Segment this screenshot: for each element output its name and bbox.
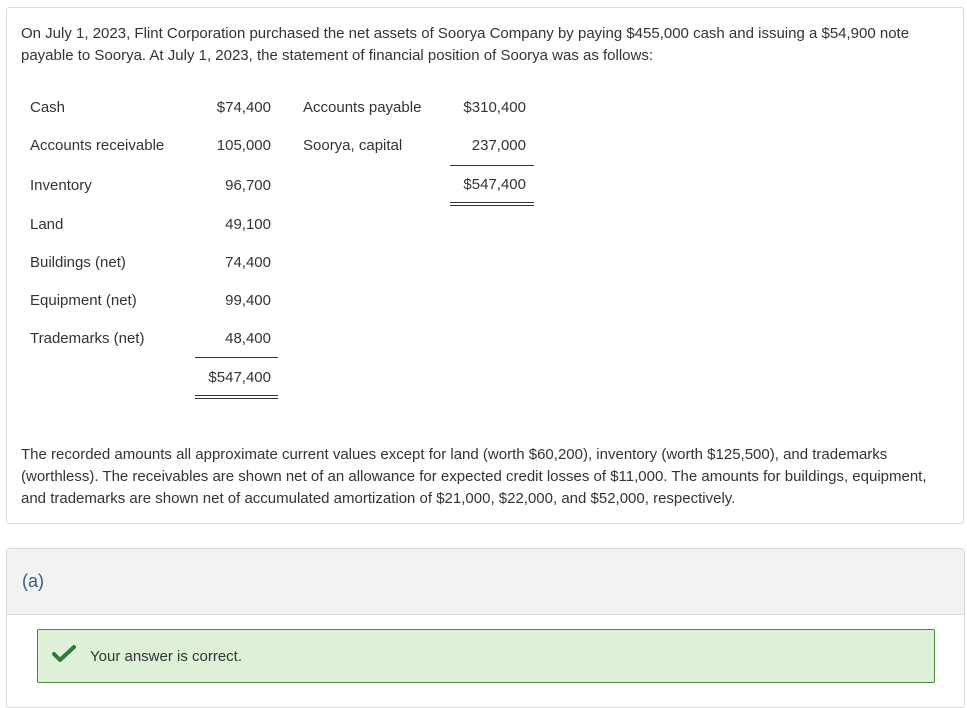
equity-value-soorya-capital: 237,000 bbox=[471, 137, 526, 154]
asset-label-buildings: Buildings (net) bbox=[30, 254, 126, 271]
part-a-card bbox=[6, 548, 965, 708]
asset-label-trademarks: Trademarks (net) bbox=[30, 330, 145, 347]
asset-value-equipment: 99,400 bbox=[225, 292, 271, 309]
liabilities-double-rule-bottom bbox=[450, 205, 534, 206]
assets-subtotal-rule bbox=[195, 357, 278, 358]
asset-value-land: 49,100 bbox=[225, 216, 271, 233]
asset-value-trademarks: 48,400 bbox=[225, 330, 271, 347]
asset-value-cash: $74,400 bbox=[216, 99, 271, 116]
problem-notes-text: The recorded amounts all approximate current values except for land (worth $60,200), inventory (worth $125,500), and trademarks (worthless). The receivables are shown net of an allowance for expected credit losses of $11,000. The amounts for buildings, equipment, and trademarks are shown net of accumulated amortization of $21,000, $22,000, and $52,000, respectively. bbox=[21, 446, 927, 507]
liabilities-equity-total: $547,400 bbox=[463, 176, 526, 193]
asset-label-equipment: Equipment (net) bbox=[30, 292, 137, 309]
asset-value-accounts-receivable: 105,000 bbox=[216, 137, 271, 154]
correct-feedback-banner bbox=[37, 629, 935, 683]
asset-label-cash: Cash bbox=[30, 99, 66, 116]
asset-label-accounts-receivable: Accounts receivable bbox=[30, 137, 165, 154]
assets-double-rule-bottom bbox=[195, 398, 278, 399]
liability-label-accounts-payable: Accounts payable bbox=[303, 99, 422, 116]
problem-intro-text: On July 1, 2023, Flint Corporation purchased the net assets of Soorya Company by paying $455,000 cash and issuing a $54,900 note payable to Soorya. At July 1, 2023, the statement of financial position of Soorya was as follows: bbox=[21, 25, 910, 64]
liabilities-subtotal-rule bbox=[450, 165, 534, 166]
correct-feedback-text: Your answer is correct. bbox=[90, 648, 243, 665]
liabilities-double-rule-top bbox=[450, 202, 534, 203]
equity-label-soorya-capital: Soorya, capital bbox=[303, 137, 403, 154]
asset-value-inventory: 96,700 bbox=[225, 177, 271, 194]
asset-value-buildings: 74,400 bbox=[225, 254, 271, 271]
part-a-label: (a) bbox=[22, 571, 44, 591]
assets-total: $547,400 bbox=[208, 369, 271, 386]
asset-label-land: Land bbox=[30, 216, 64, 233]
part-a-header bbox=[7, 549, 964, 615]
liability-value-accounts-payable: $310,400 bbox=[463, 99, 526, 116]
assets-double-rule-top bbox=[195, 395, 278, 396]
checkmark-icon bbox=[52, 644, 76, 664]
asset-label-inventory: Inventory bbox=[30, 177, 92, 194]
